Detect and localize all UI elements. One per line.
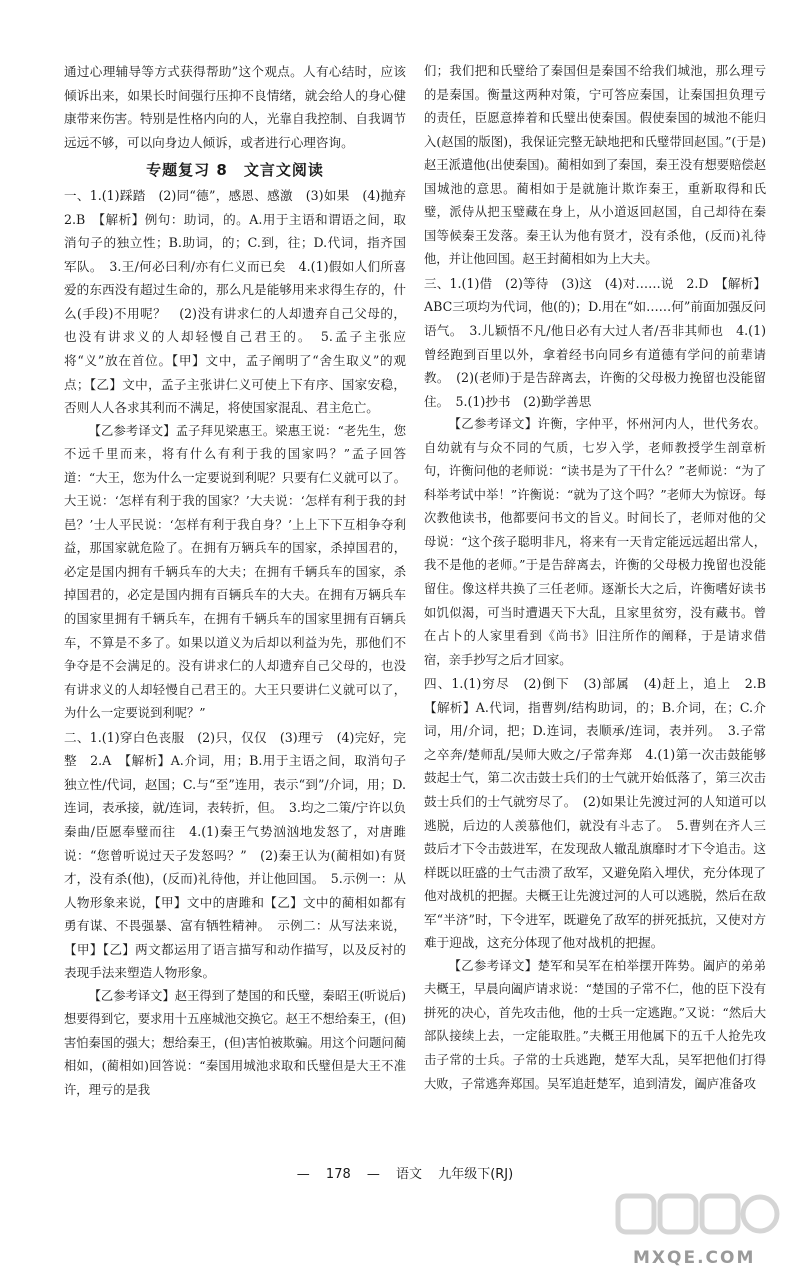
right-column: [424, 60, 779, 1096]
footer-dash-left: —: [296, 1167, 310, 1182]
intro-paragraph: 通过心理辅导等方式获得帮助”这个观点。人有心结时，应该倾诉出来，如果长时间强行压抑不良情绪，就会给人的身心健康带来伤害。特别是性格内向的人，光靠自我控制、自我调节远远不够，可以向身边人倾诉，或者进行心理咨询。: [64, 64, 406, 150]
footer-grade: 九年级下(RJ): [438, 1167, 514, 1182]
answers-section-1: 一、1.(1)踩踏 (2)同“德”，感恩、感激 (3)如果 (4)抛弃 2.B 【解析】例句：助词，的。A.用于主语和谓语之间，取消句子的独立性；B.助词，的；C.到，往；D.代词，指齐国军队。 3.王/何必曰利/亦有仁义而已矣 4.(1)假如人们所喜爱的东西没有超过生命的，那么凡是能够用来求得生存的，什么(手段)不用呢？ (2)没有讲求仁的人却遗弃自己父母的，也没有讲求义的人却轻慢自己君王的。 5.孟子主张应将“义”放在首位。【甲】文中，孟子阐明了“舍生取义”的观点；【乙】文中，孟子主张讲仁义可使上下有序、国家安稳，否则人人各求其利而不满足，将使国家混乱、君主危亡。: [64, 188, 419, 416]
page-footer: [0, 1163, 810, 1182]
section-title: 专题复习 8 文言文阅读: [146, 161, 324, 180]
page-number: 178: [325, 1167, 351, 1182]
answers-section-4: 四、1.(1)穷尽 (2)倒下 (3)部属 (4)赶上，追上 2.B 【解析】A.代词，指曹刿/结构助词，的；B.介词，在；C.介词，用/介词，把；D.连词，表顺承/连词，表并列。 3.子常之卒奔/楚师乱/吴师大败之/子常奔郑 4.(1)第一次击鼓能够鼓起士气，第二次击鼓士兵们的士气就开始低落了，第三次击鼓士兵们的士气就穷尽了。 (2)如果让先渡过河的人知道可以逃脱，后边的人羡慕他们，就没有斗志了。 5.曹刿在齐人三鼓后才下令击鼓进军，在发现敌人辙乱旗靡时才下令追击。这样既以旺盛的士气击溃了敌军，又避免陷入埋伏，充分体现了他对战机的把握。夫概王让先渡过河的人可以逃脱，然后在敌军“半济”时，下令进军，既避免了敌军的拼死抵抗，又使对方难于迎战，这充分体现了他对战机的把握。: [424, 676, 779, 951]
left-column: [64, 60, 419, 1103]
translation-section-2-cont: 们；我们把和氏璧给了秦国但是秦国不给我们城池，那么理亏的是秦国。衡量这两种对策，宁可答应秦国，让秦国担负理亏的责任，臣愿意捧着和氏璧出使秦国。假使秦国的城池不能归入(赵国的版图)，我保证完整无缺地把和氏璧带回赵国。”(于是)赵王派遣他(出使秦国)。蔺相如到了秦国，秦王没有想要赔偿赵国城池的意思。蔺相如于是就施计欺诈秦王，重新取得和氏璧，派侍从把玉璧藏在身上，从小道返回赵国，自己却待在秦国等候秦王发落。秦王认为他有贤才，没有杀他，(反而)礼待他，并让他回国。赵王封蔺相如为上大夫。: [424, 64, 766, 267]
translation-section-2: 【乙参考译文】赵王得到了楚国的和氏璧，秦昭王(听说后)想要得到它，要求用十五座城池交换它。赵王不想给秦王，(但)害怕秦国的强大；想给秦王，(但)害怕被欺骗。用这个问题问蔺相如，(蔺相如)回答说：“秦国用城池求取和氏璧但是大王不准许，理亏的是我: [64, 988, 406, 1097]
footer-subject: 语文: [396, 1167, 423, 1182]
watermark-text: MXQE.COM: [633, 1248, 756, 1268]
translation-section-1: 【乙参考译文】孟子拜见梁惠王。梁惠王说：“老先生，您不远千里而来，将有什么有利于我的国家吗？”孟子回答道：“大王，您为什么一定要说到利呢？只要有仁义就可以了。大王说：‘怎样有利于我的国家？’大夫说：‘怎样有利于我的封邑？’士人平民说：‘怎样有利于我自身？’上上下下互相争夺利益，那国家就危险了。在拥有万辆兵车的国家，杀掉国君的，必定是国内拥有千辆兵车的大夫；在拥有千辆兵车的国家，杀掉国君的，必定是国内拥有百辆兵车的大夫。在拥有万辆兵车的国家里拥有千辆兵车，在拥有千辆兵车的国家里拥有百辆兵车，不算是不多了。如果以道义为后却以利益为先，那他们不争夺是不会满足的。没有讲求仁的人却遗弃自己父母的，也没有讲求义的人却轻慢自己君王的。大王只要讲仁义就可以了，为什么一定要说到利呢？”: [64, 423, 406, 721]
answers-section-2: 二、1.(1)穿白色丧服 (2)只，仅仅 (3)理亏 (4)完好，完整 2.A 【解析】A.介词，用；B.用于主语之间，取消句子独立性/代词，赵国；C.与“至”连用，表示“到”/介词，用；D.连词，表承接，就/连词，表转折，但。 3.均之二策/宁许以负秦曲/臣愿奉璧而往 4.(1)秦王气势汹汹地发怒了，对唐雎说：“您曾听说过天子发怒吗？” (2)秦王认为(蔺相如)有贤才，没有杀(他)，(反而)礼待他，并让他回国。 5.示例一：从人物形象来说，【甲】文中的唐雎和【乙】文中的蔺相如都有勇有谋、不畏强暴、富有牺牲精神。 示例二：从写法来说，【甲】【乙】两文都运用了语言描写和动作描写，以及反衬的表现手法来塑造人物形象。: [64, 729, 406, 981]
footer-dash-right: —: [366, 1167, 380, 1182]
answers-section-3: 三、1.(1)借 (2)等待 (3)这 (4)对……说 2.D 【解析】ABC三项均为代词，他(的)；D.用在“如……何”前面加强反问语气。 3.儿颖悟不凡/他日必有大过人者/吾非其师也 4.(1)曾经跑到百里以外，拿着经书向同乡有道德有学问的前辈请教。 (2)(老师)于是告辞离去，许衡的父母极力挽留也没能留住。 5.(1)抄书 (2)勤学善思: [424, 275, 766, 409]
translation-section-3: 【乙参考译文】许衡，字仲平，怀州河内人，世代务农。自幼就有与众不同的气质，七岁入学，老师教授学生剖章析句，许衡问他的老师说：“读书是为了干什么？”老师说：“为了科举考试中举！”许衡说：“就为了这个吗？”老师大为惊讶。每次教他读书，他都要问书文的旨义。时间长了，老师对他的父母说：“这个孩子聪明非凡，将来有一天肯定能远远超出常人，我不是他的老师。”于是告辞离去，许衡的父母极力挽留也没能留住。像这样共换了三任老师。逐渐长大之后，许衡嗜好读书如饥似渴，可当时遭遇天下大乱，且家里贫穷，没有藏书。曾在占卜的人家里看到《尚书》旧注所作的阐释，于是请求借宿，亲手抄写之后才回家。: [424, 417, 766, 667]
translation-section-4: 【乙参考译文】楚军和吴军在柏举摆开阵势。阖庐的弟弟夫概王，早晨向阖庐请求说：“楚国的子常不仁，他的臣下没有拼死的决心，首先攻击他，他的士兵一定逃跑。”又说：“然后大部队接续上去，一定能取胜。”夫概王用他属下的五千人抢先攻击子常的士兵。子常的士兵逃跑，楚军大乱，吴军把他们打得大败，子常逃奔郑国。吴军追赶楚军，追到清发，阖庐准备攻: [424, 958, 766, 1091]
